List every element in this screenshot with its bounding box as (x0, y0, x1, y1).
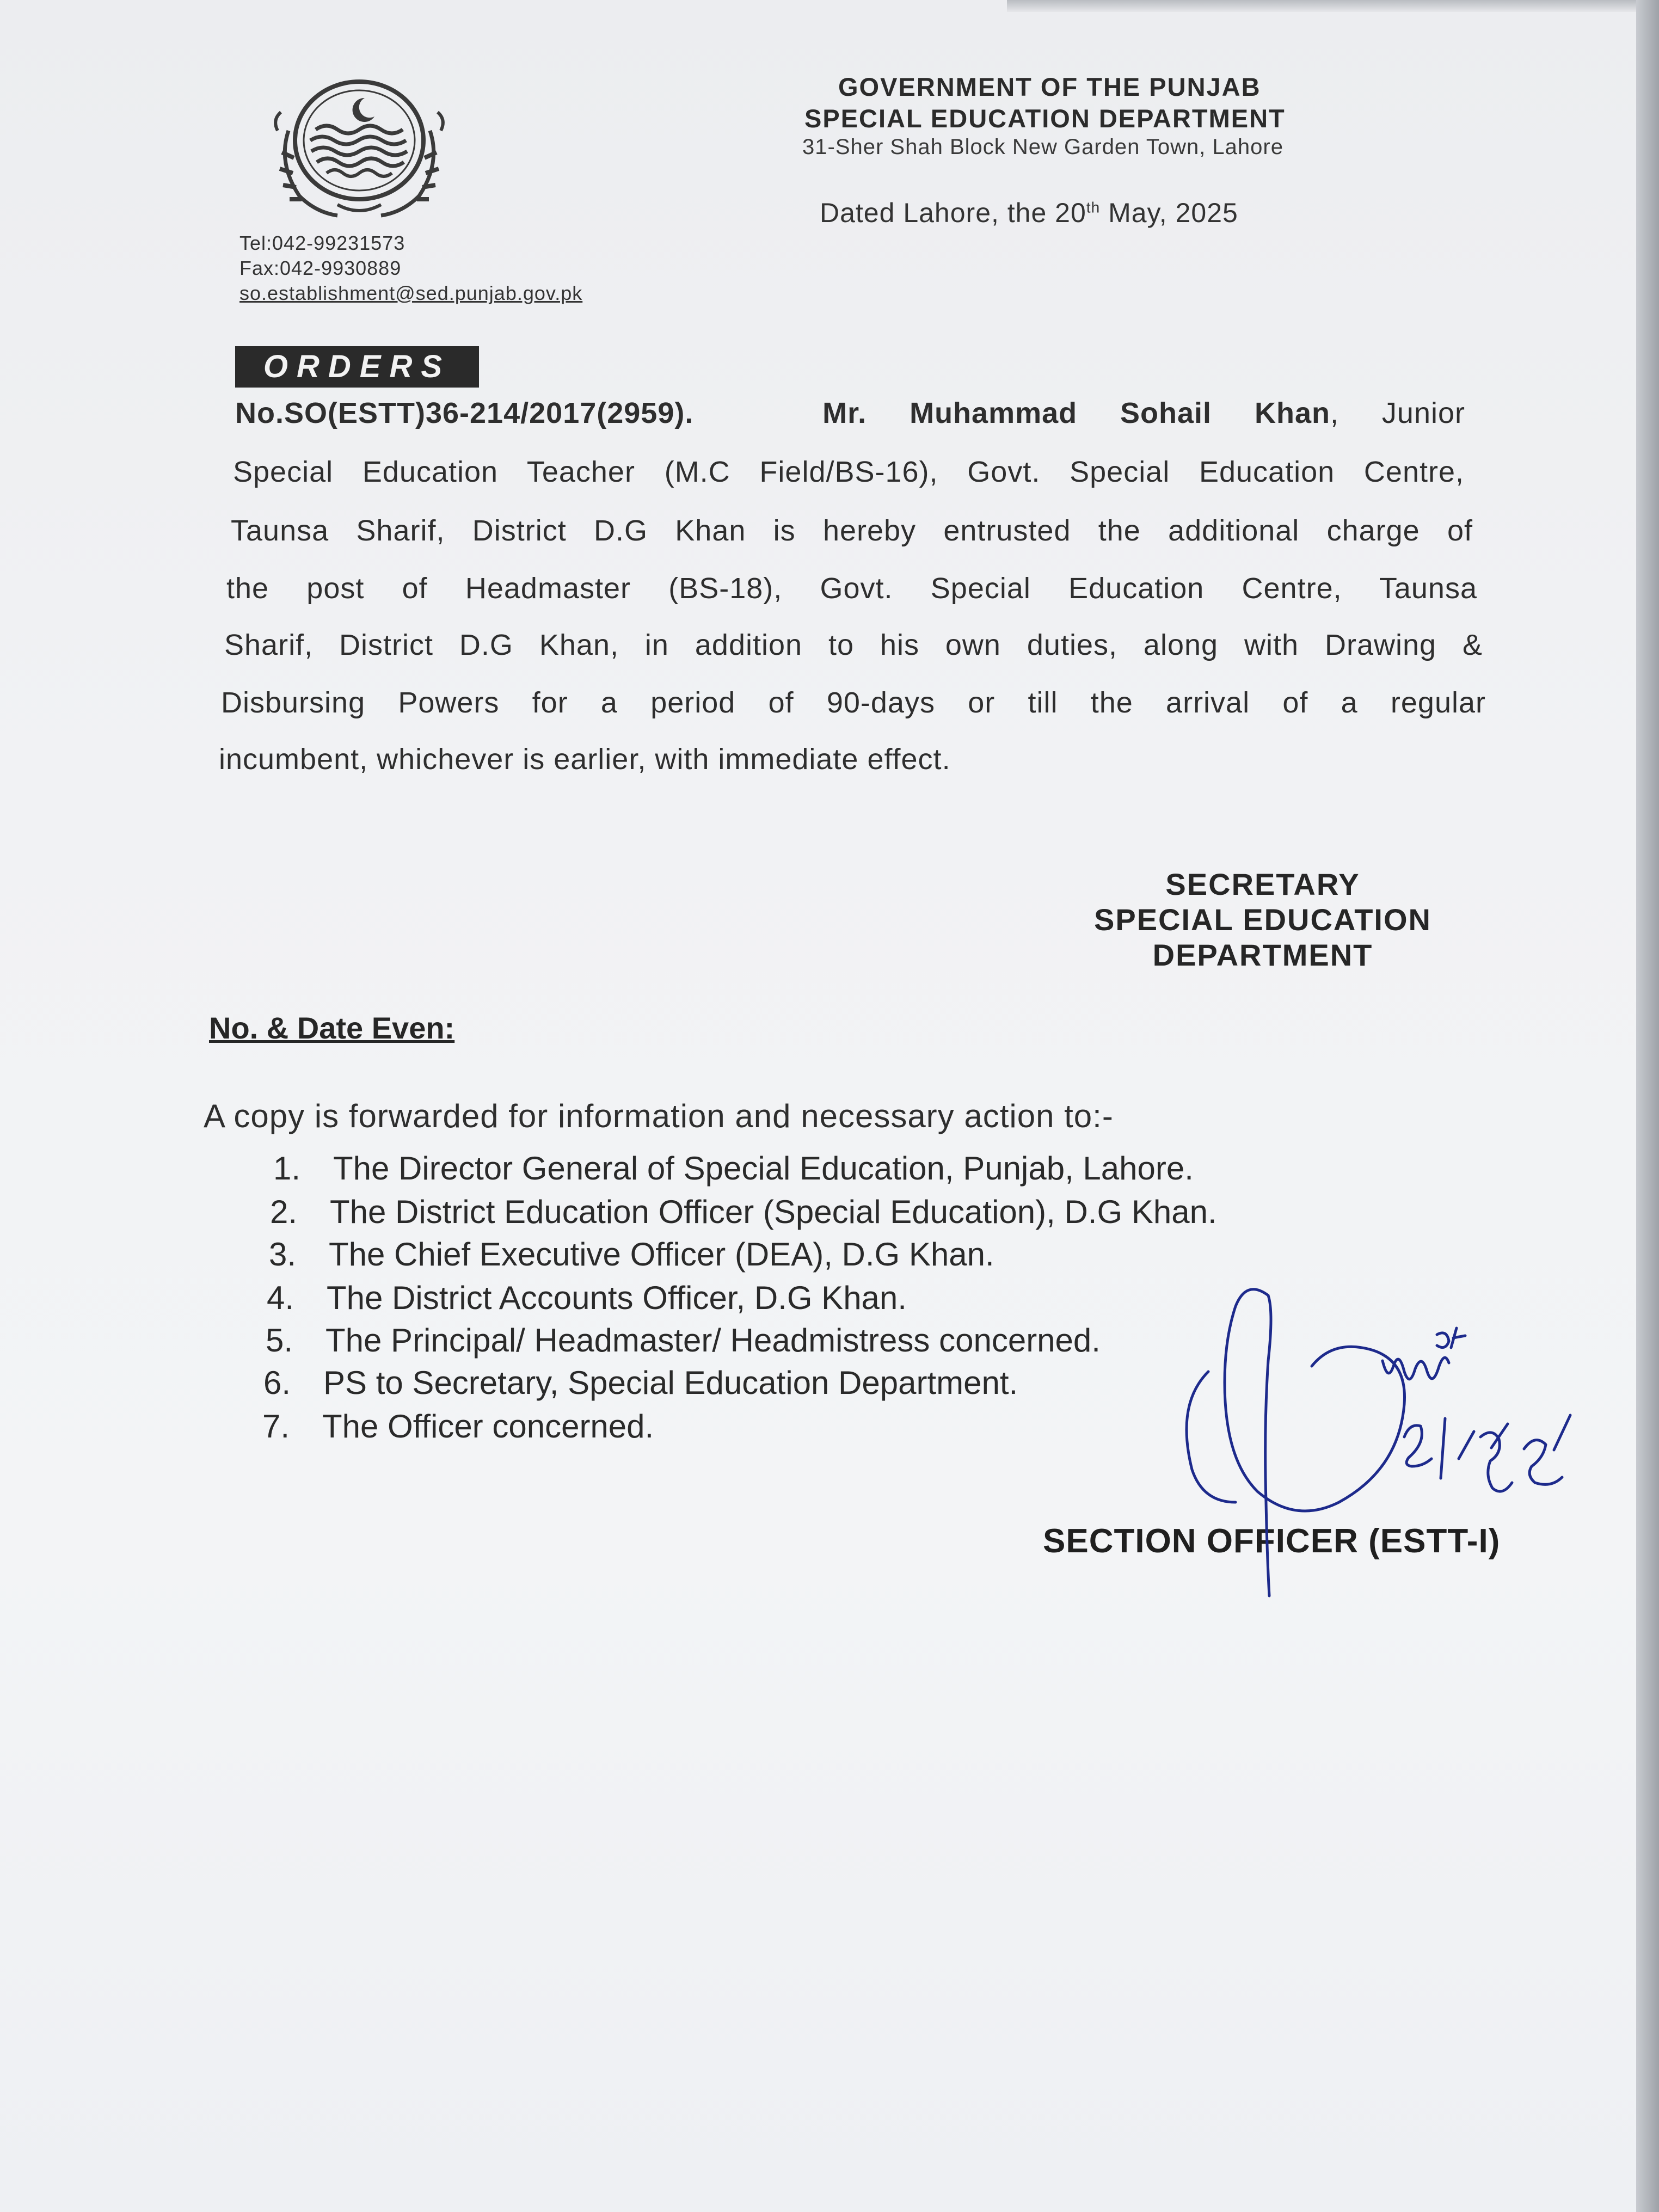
section-officer-title: SECTION OFFICER (ESTT-I) (1043, 1522, 1501, 1560)
recipient-item (266, 1322, 1101, 1359)
recipient-number: 3. (269, 1236, 297, 1273)
letterhead-department: SPECIAL EDUCATION DEPARTMENT (804, 104, 1286, 133)
dated-suffix: May, 2025 (1100, 198, 1238, 228)
recipient-item (263, 1364, 1018, 1402)
recipient-text: The Chief Executive Officer (DEA), D.G Khan. (329, 1236, 994, 1273)
recipient-item (273, 1150, 1194, 1187)
recipient-item (269, 1236, 994, 1273)
punjab-government-logo (256, 71, 463, 234)
order-line-6: Disbursing Powers for a period of 90-days or till the arrival of a regular (221, 686, 1486, 719)
recipient-item (270, 1193, 1217, 1231)
recipient-item (262, 1408, 654, 1445)
secretary-department-1: SPECIAL EDUCATION (1094, 902, 1431, 937)
dated-prefix: Dated Lahore, the 20 (820, 198, 1086, 228)
order-line-2: Special Education Teacher (M.C Field/BS-16), Govt. Special Education Centre, (233, 456, 1464, 488)
recipient-number: 6. (263, 1365, 291, 1401)
order-line-7: incumbent, whichever is earlier, with immediate effect. (219, 743, 951, 776)
recipient-number: 7. (262, 1408, 290, 1445)
background-surface-top (1007, 0, 1659, 12)
orders-heading: ORDERS (235, 346, 479, 388)
contact-tel: Tel:042-99231573 (239, 232, 405, 254)
recipient-text: The District Education Officer (Special Education), D.G Khan. (330, 1194, 1217, 1230)
recipient-item (267, 1279, 907, 1317)
order-number: No.SO(ESTT)36-214/2017(2959). (235, 397, 694, 429)
background-surface-right (1636, 0, 1659, 2212)
dated-ordinal: th (1086, 199, 1101, 216)
contact-block (239, 231, 582, 306)
recipient-number: 2. (270, 1194, 298, 1230)
order-person: Mr. Muhammad Sohail Khan (822, 397, 1330, 429)
recipient-text: The Principal/ Headmaster/ Headmistress concerned. (325, 1322, 1101, 1359)
recipient-number: 1. (273, 1150, 301, 1187)
recipient-number: 4. (267, 1280, 294, 1316)
letterhead-government: GOVERNMENT OF THE PUNJAB (838, 72, 1261, 101)
order-line-3: Taunsa Sharif, District D.G Khan is hereby entrusted the additional charge of (231, 514, 1473, 547)
even-label: No. & Date Even: (209, 1011, 455, 1045)
recipient-text: The Director General of Special Education, Punjab, Lahore. (333, 1150, 1194, 1187)
secretary-block (1023, 867, 1502, 973)
recipient-text: PS to Secretary, Special Education Department. (323, 1365, 1018, 1401)
secretary-title: SECRETARY (1165, 867, 1360, 901)
contact-email: so.establishment@sed.punjab.gov.pk (239, 282, 583, 304)
recipient-text: The District Accounts Officer, D.G Khan. (327, 1280, 907, 1316)
handwritten-signature (1132, 1274, 1622, 1611)
copy-intro: A copy is forwarded for information and necessary action to:- (204, 1098, 1114, 1134)
recipient-number: 5. (266, 1322, 293, 1359)
order-line-1 (235, 396, 1465, 430)
dated-line (820, 197, 1238, 229)
order-line-5: Sharif, District D.G Khan, in addition to his own duties, along with Drawing & (224, 629, 1483, 661)
recipient-text: The Officer concerned. (322, 1408, 654, 1445)
order-line-4: the post of Headmaster (BS-18), Govt. Special Education Centre, Taunsa (226, 572, 1477, 605)
contact-fax: Fax:042-9930889 (239, 257, 402, 279)
order-line-1-tail: , Junior (1330, 397, 1466, 429)
letterhead-address: 31-Sher Shah Block New Garden Town, Lahore (802, 135, 1283, 159)
secretary-department-2: DEPARTMENT (1152, 938, 1373, 972)
